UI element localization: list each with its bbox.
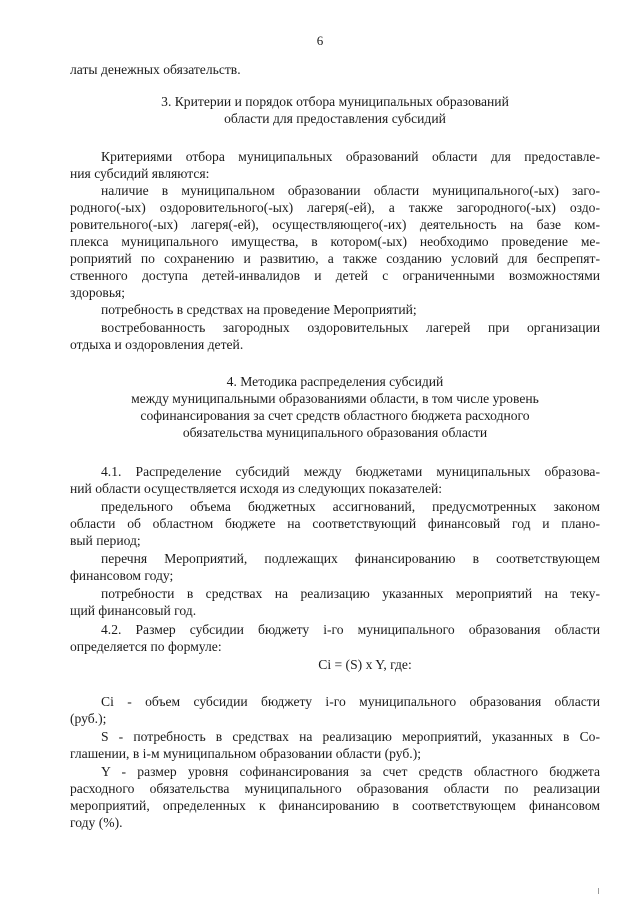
page-number: 6 <box>316 33 324 48</box>
text-line: определяется по формуле: <box>70 639 222 654</box>
formula: Ci = (S) x Y, где: <box>318 657 412 672</box>
text-line: предельного объема бюджетных ассигнований, предусмотренных законом <box>101 499 600 514</box>
text-line: финансовом году; <box>70 568 174 583</box>
text-line: Y - размер уровня софинансирования за счет средств областного бюджета <box>101 764 600 779</box>
text-line: потребность в средствах на проведение Мероприятий; <box>101 302 417 317</box>
text-line: мероприятий, определенных к финансированию в соответствующем финансовом <box>70 798 600 813</box>
text-line: ровительного(-ых) лагеря(-ей), осуществляющего(-их) деятельность на базе ком- <box>70 217 600 232</box>
text-line: ния субсидий являются: <box>70 166 210 181</box>
section-4-heading-line: между муниципальными образованиями области, в том числе уровень <box>131 391 539 406</box>
text-line: глашении, в i-м муниципальном образовании области (руб.); <box>70 746 422 761</box>
text-line: вый период; <box>70 533 141 548</box>
section-4-heading-line: софинансирования за счет средств областного бюджета расходного <box>140 408 530 423</box>
text-line: отдыха и оздоровления детей. <box>70 337 244 352</box>
text-line: латы денежных обязательств. <box>70 62 241 77</box>
text-line: 4.2. Размер субсидии бюджету i-го муниципального образования области <box>101 622 600 637</box>
text-line: востребованность загородных оздоровительных лагерей при организации <box>101 320 600 335</box>
text-line: плекса муниципального имущества, в котором(-ых) необходимо проведение ме- <box>70 234 600 249</box>
section-4-heading-line: обязательства муниципального образования области <box>182 425 488 440</box>
text-line: области об областном бюджете на соответствующий финансовый год и плано- <box>70 516 600 531</box>
text-line: щий финансовый год. <box>70 603 197 618</box>
text-line: году (%). <box>70 815 123 830</box>
text-line: потребности в средствах на реализацию указанных мероприятий на теку- <box>101 586 600 601</box>
text-line: роприятий по сохранению и развитию, а также созданию условий для беспрепят- <box>70 251 600 266</box>
text-line: ственного доступа детей-инвалидов и детей с ограниченными возможностями <box>70 268 600 283</box>
text-line: 4.1. Распределение субсидий между бюджетами муниципальных образова- <box>101 464 600 479</box>
text-line: Ci - объем субсидии бюджету i-го муниципального образования области <box>101 694 600 709</box>
text-line: Критериями отбора муниципальных образований области для предоставле- <box>101 149 600 164</box>
text-line: (руб.); <box>70 711 107 726</box>
text-line: ний области осуществляется исходя из следующих показателей: <box>70 481 443 496</box>
section-3-heading-line: 3. Критерии и порядок отбора муниципальных образований <box>161 94 509 109</box>
text-line: здоровья; <box>70 285 126 300</box>
text-line: S - потребность в средствах на реализацию мероприятий, указанных в Со- <box>101 729 600 744</box>
scan-mark <box>598 888 599 894</box>
text-line: перечня Мероприятий, подлежащих финансированию в соответствующем <box>101 551 600 566</box>
section-3-heading-line: области для предоставления субсидий <box>224 111 446 126</box>
text-line: наличие в муниципальном образовании области муниципального(-ых) заго- <box>101 183 600 198</box>
text-line: родного(-ых) оздоровительного(-ых) лагеря(-ей), а также загородного(-ых) оздо- <box>70 200 600 215</box>
section-4-heading-line: 4. Методика распределения субсидий <box>226 374 444 389</box>
text-line: расходного обязательства муниципального образования области по реализации <box>70 781 600 796</box>
